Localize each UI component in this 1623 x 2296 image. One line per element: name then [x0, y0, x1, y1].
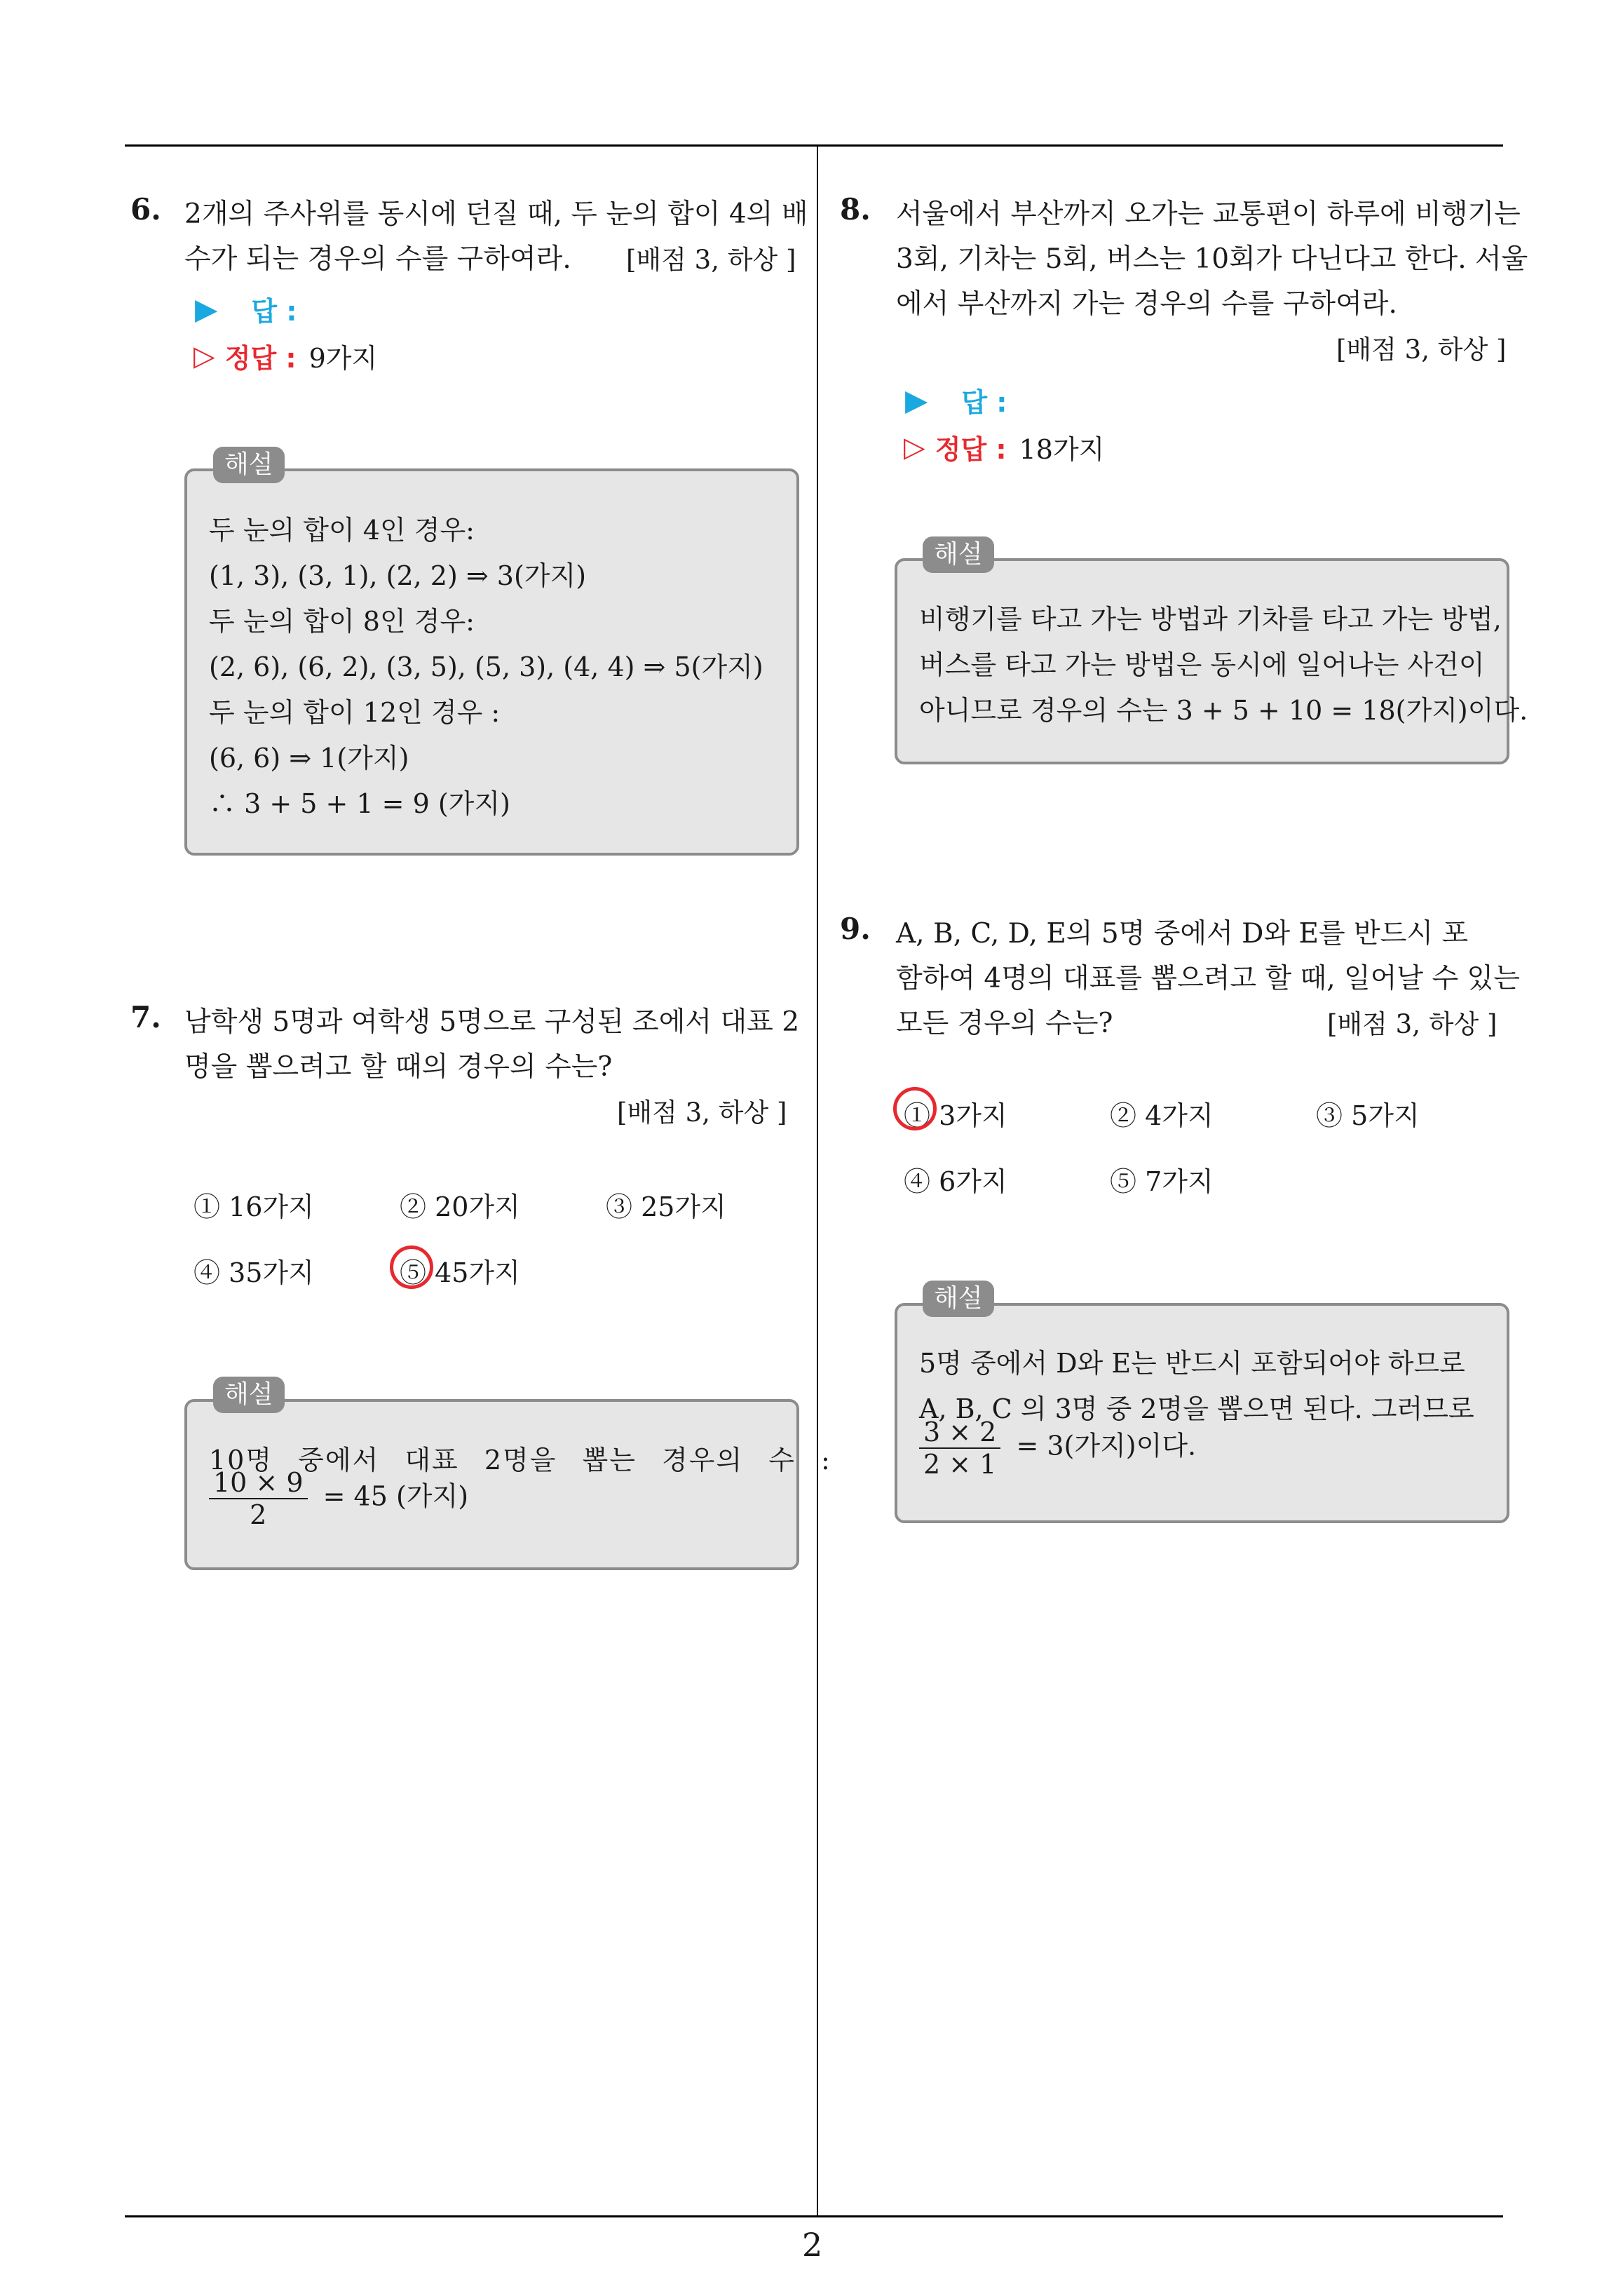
explanation-line: 두 눈의 합이 8인 경우: [209, 606, 475, 637]
fraction [919, 1417, 1000, 1480]
explanation-formula [209, 1467, 468, 1530]
column-divider [817, 144, 818, 2216]
choice-4[interactable]: ④ 35가지 [193, 1257, 314, 1288]
fraction-numerator: 3 × 2 [919, 1417, 1000, 1449]
choice-4[interactable]: ④ 6가지 [904, 1166, 1007, 1197]
correct-answer-row [904, 428, 1104, 466]
question-text-line: 에서 부산까지 가는 경우의 수를 구하여라. [896, 288, 1397, 320]
top-rule [125, 144, 1503, 147]
choice-2[interactable]: ② 20가지 [400, 1191, 520, 1222]
fraction-denominator: 2 [250, 1499, 267, 1530]
choice-5[interactable]: ⑤ 45가지 [400, 1257, 520, 1288]
correct-value: 9가지 [308, 343, 378, 374]
points-label: [배점 3, 하상 ] [1327, 1009, 1498, 1039]
correct-answer-row [193, 337, 377, 375]
choice-3[interactable]: ③ 5가지 [1316, 1100, 1420, 1131]
outline-triangle-icon: ▷ [904, 431, 925, 464]
choice-3[interactable]: ③ 25가지 [606, 1191, 726, 1222]
explanation-line: 5명 중에서 D와 E는 반드시 포함되어야 하므로 [919, 1348, 1465, 1379]
explanation-tag: 해설 [923, 1281, 994, 1317]
correct-value: 18가지 [1019, 434, 1105, 465]
explanation-tag: 해설 [923, 536, 994, 573]
answer-label: 답 : [251, 296, 297, 327]
explanation-line: (6, 6) ⇒ 1(가지) [209, 743, 409, 774]
question-number: 7. [130, 1000, 161, 1034]
question-text-line: 남학생 5명과 여학생 5명으로 구성된 조에서 대표 2 [184, 1006, 800, 1038]
explanation-line: 아니므로 경우의 수는 3 + 5 + 10 = 18(가지)이다. [919, 695, 1528, 726]
explanation-line: (2, 6), (6, 2), (3, 5), (5, 3), (4, 4) ⇒ 5(가지) [209, 651, 763, 682]
explanation-line: 비행기를 타고 가는 방법과 기차를 타고 가는 방법, [919, 604, 1502, 635]
explanation-line: 두 눈의 합이 4인 경우: [209, 515, 475, 546]
points-label: [배점 3, 하상 ] [617, 1098, 787, 1128]
answer-row [195, 290, 297, 328]
explanation-tag: 해설 [213, 1377, 285, 1413]
question-text-line: A, B, C, D, E의 5명 중에서 D와 E를 반드시 포 [896, 918, 1469, 950]
explanation-text: 10명 중에서 대표 2명을 뽑는 경우의 수 : [209, 1445, 831, 1475]
choice-2[interactable]: ② 4가지 [1110, 1100, 1214, 1131]
selected-answer-circle-icon [390, 1245, 433, 1289]
choice-1[interactable]: ① 16가지 [193, 1191, 314, 1222]
selected-answer-circle-icon [893, 1087, 937, 1130]
explanation-line: 버스를 타고 가는 방법은 동시에 일어나는 사건이 [919, 649, 1485, 680]
bottom-rule [125, 2215, 1503, 2217]
question-text-line: 모든 경우의 수는? [896, 1008, 1113, 1039]
points-label: [배점 3, 하상 ] [626, 245, 796, 275]
page-number: 2 [802, 2226, 823, 2264]
question-text-line: 함하여 4명의 대표를 뽑으려고 할 때, 일어날 수 있는 [896, 963, 1520, 994]
outline-triangle-icon: ▷ [193, 339, 215, 372]
question-text-line: 3회, 기차는 5회, 버스는 10회가 다닌다고 한다. 서울 [896, 243, 1528, 275]
play-triangle-icon: ▶ [905, 383, 928, 417]
explanation-formula [919, 1417, 1196, 1480]
answer-row [905, 381, 1007, 419]
question-text-line: 수가 되는 경우의 수를 구하여라. [184, 243, 571, 275]
question-text-line: 명을 뽑으려고 할 때의 경우의 수는? [184, 1051, 613, 1083]
formula-result: = 45 (가지) [322, 1480, 469, 1512]
answer-label: 답 : [961, 387, 1007, 418]
fraction-denominator: 2 × 1 [923, 1449, 997, 1480]
formula-result: = 3(가지)이다. [1016, 1430, 1197, 1461]
explanation-line: 두 눈의 합이 12인 경우 : [209, 697, 501, 728]
explanation-tag: 해설 [213, 447, 285, 483]
question-text-line: 서울에서 부산까지 오가는 교통편이 하루에 비행기는 [896, 198, 1521, 230]
correct-label: 정답 : [224, 343, 297, 374]
explanation-line: ∴ 3 + 5 + 1 = 9 (가지) [209, 788, 510, 819]
fraction [209, 1467, 308, 1530]
question-number: 9. [840, 912, 871, 946]
explanation-line: (1, 3), (3, 1), (2, 2) ⇒ 3(가지) [209, 560, 587, 591]
fraction-numerator: 10 × 9 [209, 1467, 308, 1499]
explanation-line: A, B, C 의 3명 중 2명을 뽑으면 된다. 그러므로 [919, 1393, 1474, 1424]
choice-5[interactable]: ⑤ 7가지 [1110, 1166, 1214, 1197]
points-label: [배점 3, 하상 ] [1336, 335, 1507, 365]
choice-1[interactable]: ① 3가지 [904, 1100, 1007, 1131]
question-number: 8. [840, 192, 871, 227]
correct-label: 정답 : [935, 434, 1007, 465]
question-number: 6. [130, 192, 161, 227]
question-text-line: 2개의 주사위를 동시에 던질 때, 두 눈의 합이 4의 배 [184, 198, 808, 230]
play-triangle-icon: ▶ [195, 292, 218, 326]
